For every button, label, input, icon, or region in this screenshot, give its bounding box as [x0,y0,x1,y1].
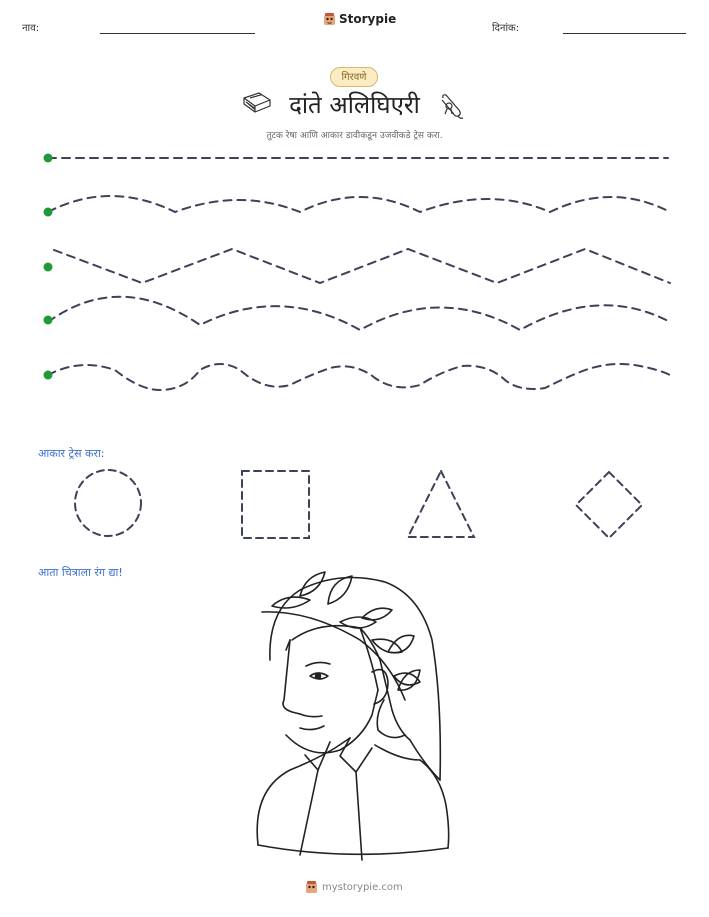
start-dot-icon [44,316,53,325]
trace-circle[interactable] [75,470,141,536]
storypie-logo-icon [323,12,336,26]
scroll-icon [438,92,466,122]
start-dot-icon [44,154,53,163]
page-title: दांते अलिघिएरी [289,91,420,119]
start-dot-icon [44,371,53,380]
trace-square[interactable] [242,471,309,538]
name-label: नाव: [22,23,40,34]
coloring-section-label: आता चित्राला रंग द्या! [38,566,123,579]
brand-name: Storypie [339,12,397,26]
date-line[interactable] [563,33,686,34]
trace-triangle[interactable] [408,471,474,537]
footer-site[interactable]: mystorypie.com [322,881,403,893]
shapes-section-label: आकार ट्रेस करा: [38,447,105,460]
storypie-logo-icon [305,880,318,894]
book-icon [241,90,273,116]
trace-diamond[interactable] [576,472,642,538]
trace-line-2[interactable] [48,196,670,212]
instruction-text: तुटक रेषा आणि आकार डावीकडून उजवीकडे ट्रेस करा. [266,131,443,141]
topic-badge: गिरवणे [330,67,378,87]
footer [305,880,403,894]
start-dot-icon [44,263,53,272]
trace-line-5[interactable] [48,364,670,390]
name-line[interactable] [100,33,255,34]
start-dot-icon [44,208,53,217]
date-label: दिनांक: [492,23,520,34]
trace-line-4[interactable] [48,297,670,330]
trace-line-3[interactable] [54,249,670,283]
brand [323,12,396,26]
